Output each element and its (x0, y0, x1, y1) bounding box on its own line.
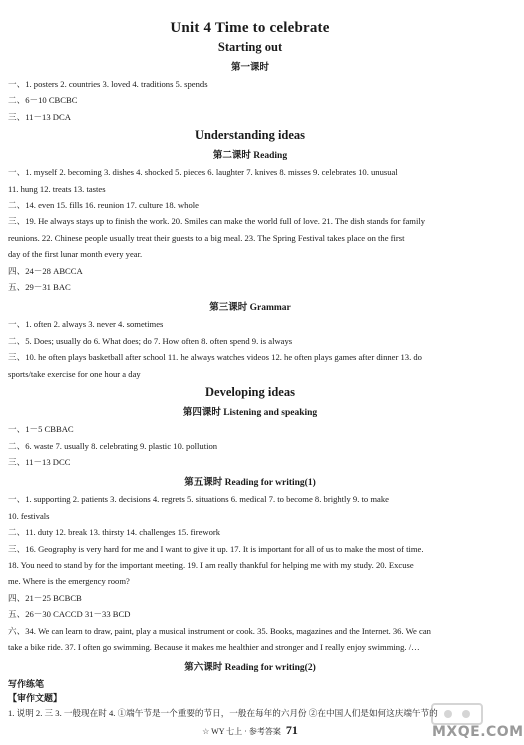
lesson-6-title: 第六课时 Reading for writing(2) (184, 663, 316, 674)
answer-line: 18. You need to stand by for the important meeting. 19. I am really thankful for helping me with my study. 20. Excuse (8, 559, 414, 570)
answer-line: 一、1－5 CBBAC (8, 424, 74, 435)
watermark-text: MXQE.COM (432, 724, 524, 740)
answer-line: 二、5. Does; usually do 6. What does; do 7. How often 8. often spend 9. is always (8, 335, 293, 346)
lesson-4-answers (0, 421, 500, 470)
answer-line: 六、34. We can learn to draw, paint, play a musical instrument or cook. 35. Books, magazines and the Internet. 36. We can (8, 625, 431, 636)
lesson-1-answers (0, 76, 500, 125)
lesson-5-answers (0, 491, 500, 655)
answer-line: 一、1. supporting 2. patients 3. decisions 4. regrets 5. situations 6. medical 7. to become 8. brightly 9. to make (8, 494, 389, 505)
writing-subheading: 【审作文题】 (8, 693, 63, 704)
section-starting-out: Starting out (217, 40, 283, 54)
section-developing-ideas: Developing ideas (205, 385, 295, 400)
lesson-3-title: 第三课时 Grammar (209, 303, 291, 314)
answer-line: 三、19. He always stays up to finish the work. 20. Smiles can make the world full of love. 21. The dish stands for family (8, 216, 426, 227)
section-understanding-ideas: Understanding ideas (194, 128, 306, 143)
answer-line: 四、24－28 ABCCA (8, 265, 83, 276)
answer-line: me. Where is the emergency room? (8, 576, 130, 587)
unit-title: Unit 4 Time to celebrate (170, 20, 330, 36)
answer-line: 五、29－31 BAC (8, 282, 71, 293)
lesson-1-title: 第一课时 (230, 63, 269, 73)
answer-line: reunions. 22. Chinese people usually treat their guests to a big meal. 23. The Spring Festival takes place on the first (8, 232, 405, 243)
answer-line: 二、11. duty 12. break 13. thirsty 14. challenges 15. firework (8, 527, 221, 538)
answer-line: 11. hung 12. treats 13. tastes (8, 183, 106, 194)
lesson-2-answers (0, 164, 500, 295)
answer-line: day of the first lunar month every year. (8, 249, 143, 260)
answer-line: 三、16. Geography is very hard for me and I want to give it up. 17. It is important for all of us to make the most of time. (8, 543, 424, 554)
lesson-2-title: 第二课时 Reading (212, 151, 288, 162)
answer-line: 三、10. he often plays basketball after school 11. he always watches videos 12. he often plays games after dinner 13. do (8, 352, 422, 363)
answer-line: 二、6－10 CBCBC (8, 95, 78, 106)
answer-line: 一、1. posters 2. countries 3. loved 4. traditions 5. spends (8, 79, 208, 89)
page-number: 71 (285, 723, 298, 737)
lesson-5-title: 第五课时 Reading for writing(1) (184, 478, 316, 489)
lesson-4-title: 第四课时 Listening and speaking (182, 408, 318, 419)
answer-line: sports/take exercise for one hour a day (8, 368, 141, 379)
writing-practice-heading: 写作练笔 (8, 679, 45, 690)
lesson-3-answers (0, 316, 500, 382)
answer-line: 四、21－25 BCBCB (8, 592, 82, 603)
answer-line: 三、11－13 DCA (8, 111, 71, 122)
footer-label: ☆ WY 七上 · 参考答案 (202, 727, 281, 736)
answer-line: 一、1. myself 2. becoming 3. dishes 4. shocked 5. pieces 6. laughter 7. knives 8. misses 9. celebrates 10. unusual (8, 167, 398, 178)
answer-line: take a bike ride. 37. I often go swimming. Because it makes me healthier and stronger and I really enjoy swimming. /… (8, 641, 420, 652)
answer-line: 二、6. waste 7. usually 8. celebrating 9. plastic 10. pollution (8, 440, 218, 451)
answer-line: 五、26－30 CACCD 31－33 BCD (8, 609, 131, 620)
answer-line: 1. 说明 2. 三 3. 一般现在时 4. ①端午节是一个重要的节日，一般在每年的六月份 ②在中国人们是如何这庆端午节的 (8, 708, 438, 719)
answer-line: 三、11－13 DCC (8, 456, 71, 467)
answer-line: 10. festivals (8, 510, 50, 521)
answer-line: 二、14. even 15. fills 16. reunion 17. culture 18. whole (8, 200, 199, 211)
answer-line: 一、1. often 2. always 3. never 4. sometimes (8, 319, 164, 330)
